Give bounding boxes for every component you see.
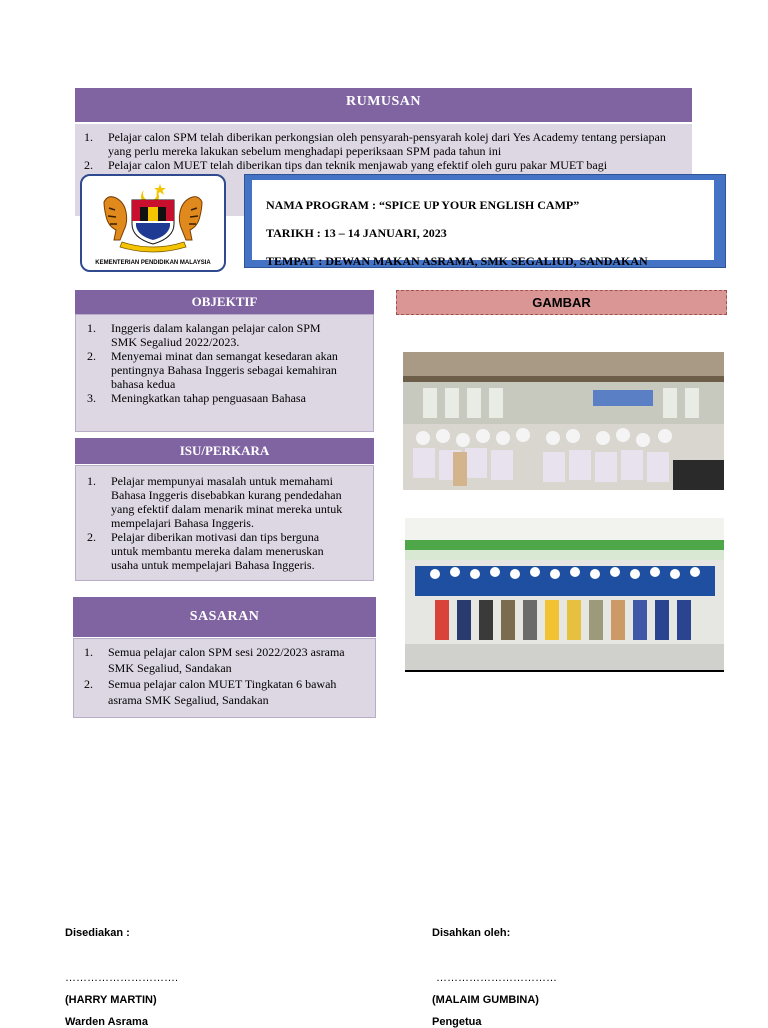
isu-item <box>87 474 367 530</box>
event-photo-hall <box>403 352 724 490</box>
sasaran-list <box>84 644 369 708</box>
objektif-item <box>87 391 367 405</box>
program-date: TARIKH : 13 – 14 JANUARI, 2023 <box>266 226 447 240</box>
program-name: NAMA PROGRAM : “SPICE UP YOUR ENGLISH CAMP” <box>266 198 580 212</box>
objektif-item <box>87 321 367 349</box>
list-text: Semua pelajar calon SPM sesi 2022/2023 asrama SMK Segaliud, Sandakan <box>108 645 345 675</box>
ministry-logo <box>80 174 226 272</box>
program-panel <box>252 180 714 260</box>
sasaran-body <box>73 638 376 718</box>
list-text: Pelajar diberikan motivasi dan tips berguna untuk membantu mereka dalam meneruskan usaha untuk mempelajari Bahasa Inggeris. <box>111 530 324 572</box>
prepared-by-signature-line: …………………………. <box>65 972 179 984</box>
approved-by-role: Pengetua <box>432 1016 482 1028</box>
objektif-list <box>87 321 367 405</box>
logo-caption: KEMENTERIAN PENDIDIKAN MALAYSIA <box>95 260 211 266</box>
list-text: Inggeris dalam kalangan pelajar calon SPM SMK Segaliud 2022/2023. <box>111 321 321 349</box>
list-text: Menyemai minat dan semangat kesedaran akan pentingnya Bahasa Inggeris sebagai kemahiran bahasa kedua <box>111 349 338 391</box>
program-venue: TEMPAT : DEWAN MAKAN ASRAMA, SMK SEGALIUD, SANDAKAN <box>266 254 648 268</box>
list-text: Pelajar calon SPM telah diberikan perkongsian oleh pensyarah-pensyarah kolej dari Yes Academy tentang persiapan yang perlu mereka lakukan sebelum menghadapi peperiksaan SPM pada tahun ini <box>108 130 666 158</box>
sasaran-item <box>84 676 369 708</box>
isu-title: ISU/PERKARA <box>75 438 374 464</box>
sasaran-title: SASARAN <box>73 597 376 637</box>
sasaran-item <box>84 644 369 676</box>
prepared-by-name: (HARRY MARTIN) <box>65 994 157 1006</box>
list-number: 1. <box>84 645 93 659</box>
list-number: 1. <box>84 130 93 144</box>
approved-by-label: Disahkan oleh: <box>432 927 511 939</box>
rumusan-item <box>84 130 684 158</box>
list-number: 2. <box>87 530 96 544</box>
isu-list <box>87 474 367 572</box>
coat-of-arms-icon <box>82 176 224 254</box>
prepared-by-role: Warden Asrama <box>65 1016 148 1028</box>
list-number: 1. <box>87 474 96 488</box>
isu-body <box>75 465 374 581</box>
list-number: 1. <box>87 321 96 335</box>
list-text: Semua pelajar calon MUET Tingkatan 6 bawah asrama SMK Segaliud, Sandakan <box>108 677 337 707</box>
list-number: 3. <box>87 391 96 405</box>
list-text: Pelajar calon MUET telah diberikan tips dan teknik menjawab yang efektif oleh guru pakar MUET bagi <box>108 158 608 172</box>
event-photo-group <box>405 518 724 672</box>
isu-item <box>87 530 367 572</box>
list-text: Pelajar mempunyai masalah untuk memahami Bahasa Inggeris disebabkan kurang pendedahan yang efektif dalam menarik minat mereka untuk mempelajari Bahasa Inggeris. <box>111 474 343 530</box>
prepared-by-label: Disediakan : <box>65 927 130 939</box>
list-text: Meningkatkan tahap penguasaan Bahasa <box>111 391 306 405</box>
objektif-body <box>75 314 374 432</box>
objektif-item <box>87 349 367 391</box>
list-number: 2. <box>87 349 96 363</box>
list-number: 2. <box>84 677 93 691</box>
approved-by-name: (MALAIM GUMBINA) <box>432 994 539 1006</box>
rumusan-item <box>84 158 684 172</box>
list-number: 2. <box>84 158 93 172</box>
gambar-title: GAMBAR <box>396 290 727 315</box>
objektif-title: OBJEKTIF <box>75 290 374 314</box>
approved-by-signature-line: …………………………… <box>436 972 557 984</box>
rumusan-title: RUMUSAN <box>75 88 692 122</box>
